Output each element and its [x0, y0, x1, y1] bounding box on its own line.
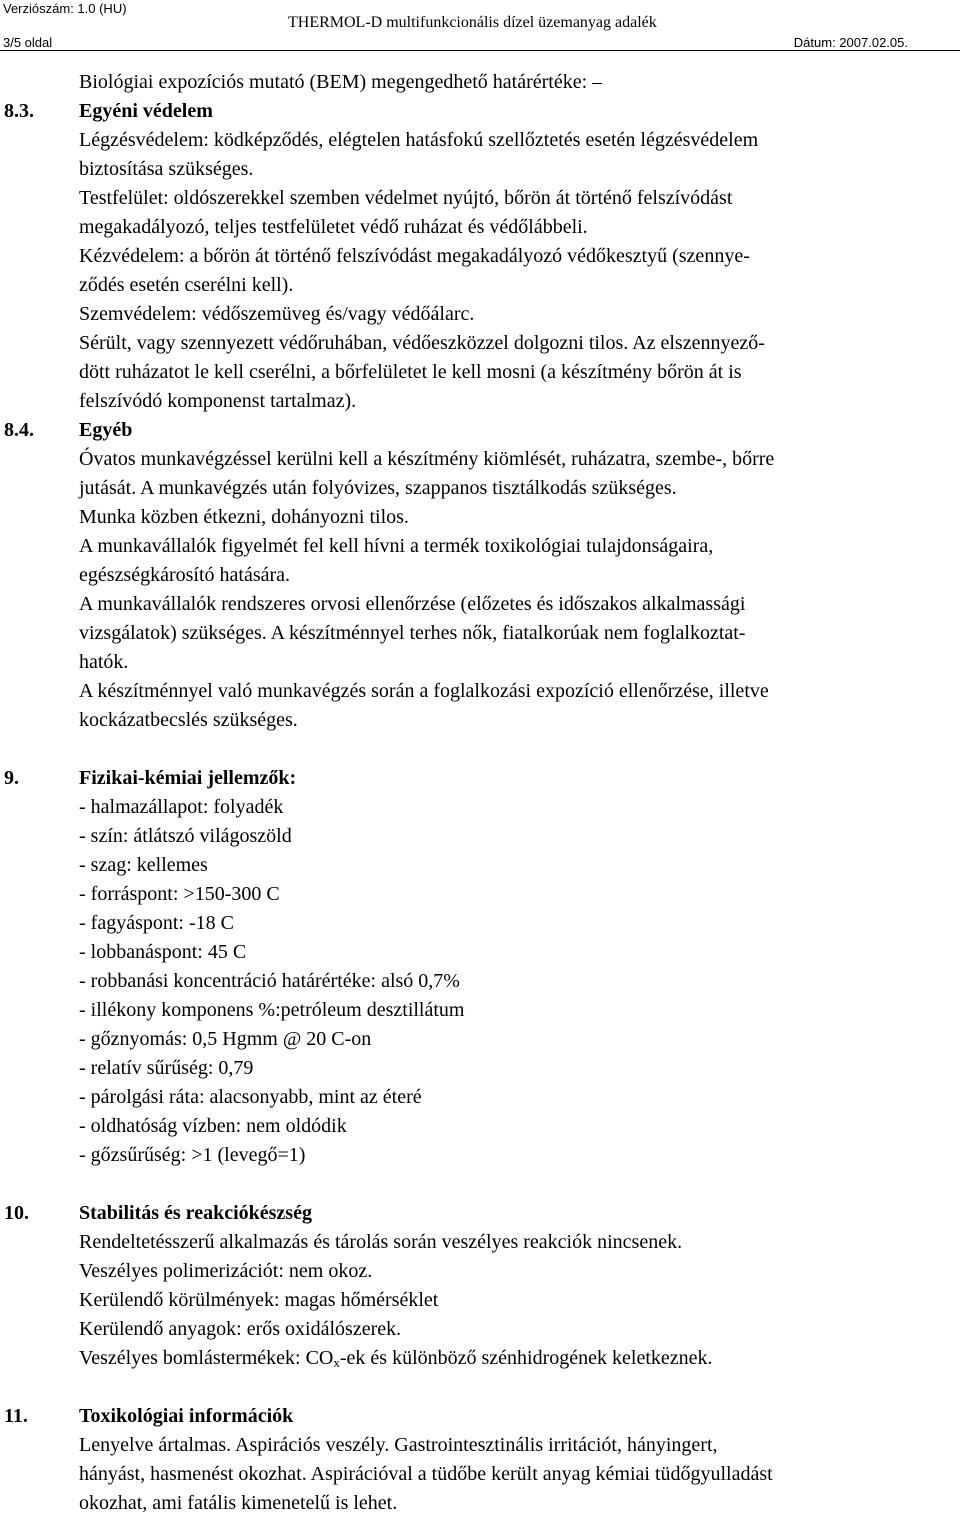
- paragraph-line: Lenyelve ártalmas. Aspirációs veszély. Gastrointesztinális irritációt, hányingert,: [79, 1434, 718, 1456]
- subscript: x: [333, 1355, 340, 1370]
- page-number: 3/5 oldal: [3, 35, 53, 50]
- header-divider: [0, 50, 960, 51]
- paragraph-line: Veszélyes polimerizációt: nem okoz.: [79, 1260, 373, 1282]
- paragraph-line: Kerülendő anyagok: erős oxidálószerek.: [79, 1318, 402, 1340]
- document-date: Dátum: 2007.02.05.: [793, 35, 908, 50]
- spacer: [0, 1373, 960, 1402]
- section-10: [0, 1199, 960, 1228]
- paragraph-line: kockázatbecslés szükséges.: [79, 709, 298, 731]
- paragraph-line: Munka közben étkezni, dohányozni tilos.: [79, 506, 409, 528]
- list-item: - párolgási ráta: alacsonyabb, mint az éteré: [79, 1086, 422, 1108]
- paragraph-line: hatók.: [79, 651, 129, 673]
- version-label: Verziószám: 1.0 (HU): [3, 1, 127, 16]
- paragraph-line: felszívódó komponenst tartalmaz).: [79, 390, 357, 412]
- paragraph-line: A munkavállalók rendszeres orvosi ellenőrzése (előzetes és időszakos alkalmassági: [79, 593, 746, 615]
- section-number: 8.3.: [4, 100, 34, 122]
- list-item: - relatív sűrűség: 0,79: [79, 1057, 254, 1079]
- paragraph-line: Rendeltetésszerű alkalmazás és tárolás során veszélyes reakciók nincsenek.: [79, 1231, 683, 1253]
- text-fragment: -ek és különböző szénhidrogének keletkeznek.: [339, 1347, 713, 1369]
- paragraph-line: megakadályozó, teljes testfelületet védő ruházat és védőlábbeli.: [79, 216, 588, 238]
- list-item: - illékony komponens %:petróleum desztillátum: [79, 999, 465, 1021]
- list-item: - robbanási koncentráció határértéke: alsó 0,7%: [79, 970, 460, 992]
- spacer: [0, 735, 960, 764]
- section-9: [0, 764, 960, 793]
- list-item: - gőzsűrűség: >1 (levegő=1): [79, 1144, 306, 1166]
- section-10-body: [0, 1228, 960, 1373]
- spacer: [0, 1170, 960, 1199]
- paragraph-line: okozhat, ami fatális kimenetelű is lehet.: [79, 1492, 398, 1514]
- section-number: 10.: [4, 1202, 29, 1224]
- paragraph-line: Szemvédelem: védőszemüveg és/vagy védőálarc.: [79, 303, 475, 325]
- section-number: 8.4.: [4, 419, 34, 441]
- section-heading: Stabilitás és reakciókészség: [79, 1202, 312, 1224]
- paragraph-line: Testfelület: oldószerekkel szemben védelmet nyújtó, bőrön át történő felszívódást: [79, 187, 733, 209]
- paragraph-line: hányást, hasmenést okozhat. Aspirációval a tüdőbe került anyag kémiai tüdőgyulladást: [79, 1463, 773, 1485]
- paragraph-line: [79, 1344, 960, 1373]
- list-item: - halmazállapot: folyadék: [79, 796, 284, 818]
- bem-line: [0, 68, 960, 97]
- paragraph-line: Kézvédelem: a bőrön át történő felszívódást megakadályozó védőkesztyű (szennye-: [79, 245, 750, 267]
- paragraph-line: biztosítása szükséges.: [79, 158, 254, 180]
- section-number: 9.: [4, 767, 19, 789]
- list-item: - szín: átlátszó világoszöld: [79, 825, 292, 847]
- section-heading: Toxikológiai információk: [79, 1405, 294, 1427]
- section-9-list: [0, 793, 960, 1170]
- paragraph-line: ződés esetén cserélni kell).: [79, 274, 294, 296]
- list-item: - lobbanáspont: 45 C: [79, 941, 247, 963]
- paragraph-line: vizsgálatok) szükséges. A készítménnyel terhes nők, fiatalkorúak nem foglalkoztat-: [79, 622, 746, 644]
- header-top-row: [0, 0, 960, 31]
- section-8-3: [0, 97, 960, 126]
- document-title: THERMOL-D multifunkcionális dízel üzemanyag adalék: [288, 14, 657, 31]
- paragraph-line: A készítménnyel való munkavégzés során a foglalkozási expozíció ellenőrzése, illetve: [79, 680, 769, 702]
- paragraph-line: Kerülendő körülmények: magas hőmérséklet: [79, 1289, 439, 1311]
- list-item: - oldhatóság vízben: nem oldódik: [79, 1115, 347, 1137]
- section-11: [0, 1402, 960, 1431]
- section-8-4: [0, 416, 960, 445]
- paragraph-line: dött ruházatot le kell cserélni, a bőrfelületet le kell mosni (a készítmény bőrön át is: [79, 361, 742, 383]
- section-heading: Egyéb: [79, 419, 133, 441]
- paragraph-line: Óvatos munkavégzéssel kerülni kell a készítmény kiömlését, ruházatra, szembe-, bőrre: [79, 448, 775, 470]
- section-8-4-body: [0, 445, 960, 735]
- paragraph-line: egészségkárosító hatására.: [79, 564, 291, 586]
- list-item: - forráspont: >150-300 C: [79, 883, 280, 905]
- section-number: 11.: [4, 1405, 28, 1427]
- section-heading: Egyéni védelem: [79, 100, 213, 122]
- section-8-3-body: [0, 126, 960, 416]
- paragraph-line: A munkavállalók figyelmét fel kell hívni a termék toxikológiai tulajdonságaira,: [79, 535, 714, 557]
- text-fragment: Veszélyes bomlástermékek: CO: [79, 1347, 334, 1369]
- paragraph-line: Légzésvédelem: ködképződés, elégtelen hatásfokú szellőztetés esetén légzésvédelem: [79, 129, 759, 151]
- document-body: [0, 68, 960, 1518]
- paragraph-line: jutását. A munkavégzés után folyóvizes, szappanos tisztálkodás szükséges.: [79, 477, 677, 499]
- list-item: - gőznyomás: 0,5 Hgmm @ 20 C-on: [79, 1028, 372, 1050]
- bem-text: Biológiai expozíciós mutató (BEM) megengedhető határértéke: –: [79, 71, 603, 93]
- paragraph-line: Sérült, vagy szennyezett védőruhában, védőeszközzel dolgozni tilos. Az elszennyező-: [79, 332, 765, 354]
- section-heading: Fizikai-kémiai jellemzők:: [79, 767, 297, 789]
- list-item: - fagyáspont: -18 C: [79, 912, 234, 934]
- section-11-body: [0, 1431, 960, 1518]
- list-item: - szag: kellemes: [79, 854, 208, 876]
